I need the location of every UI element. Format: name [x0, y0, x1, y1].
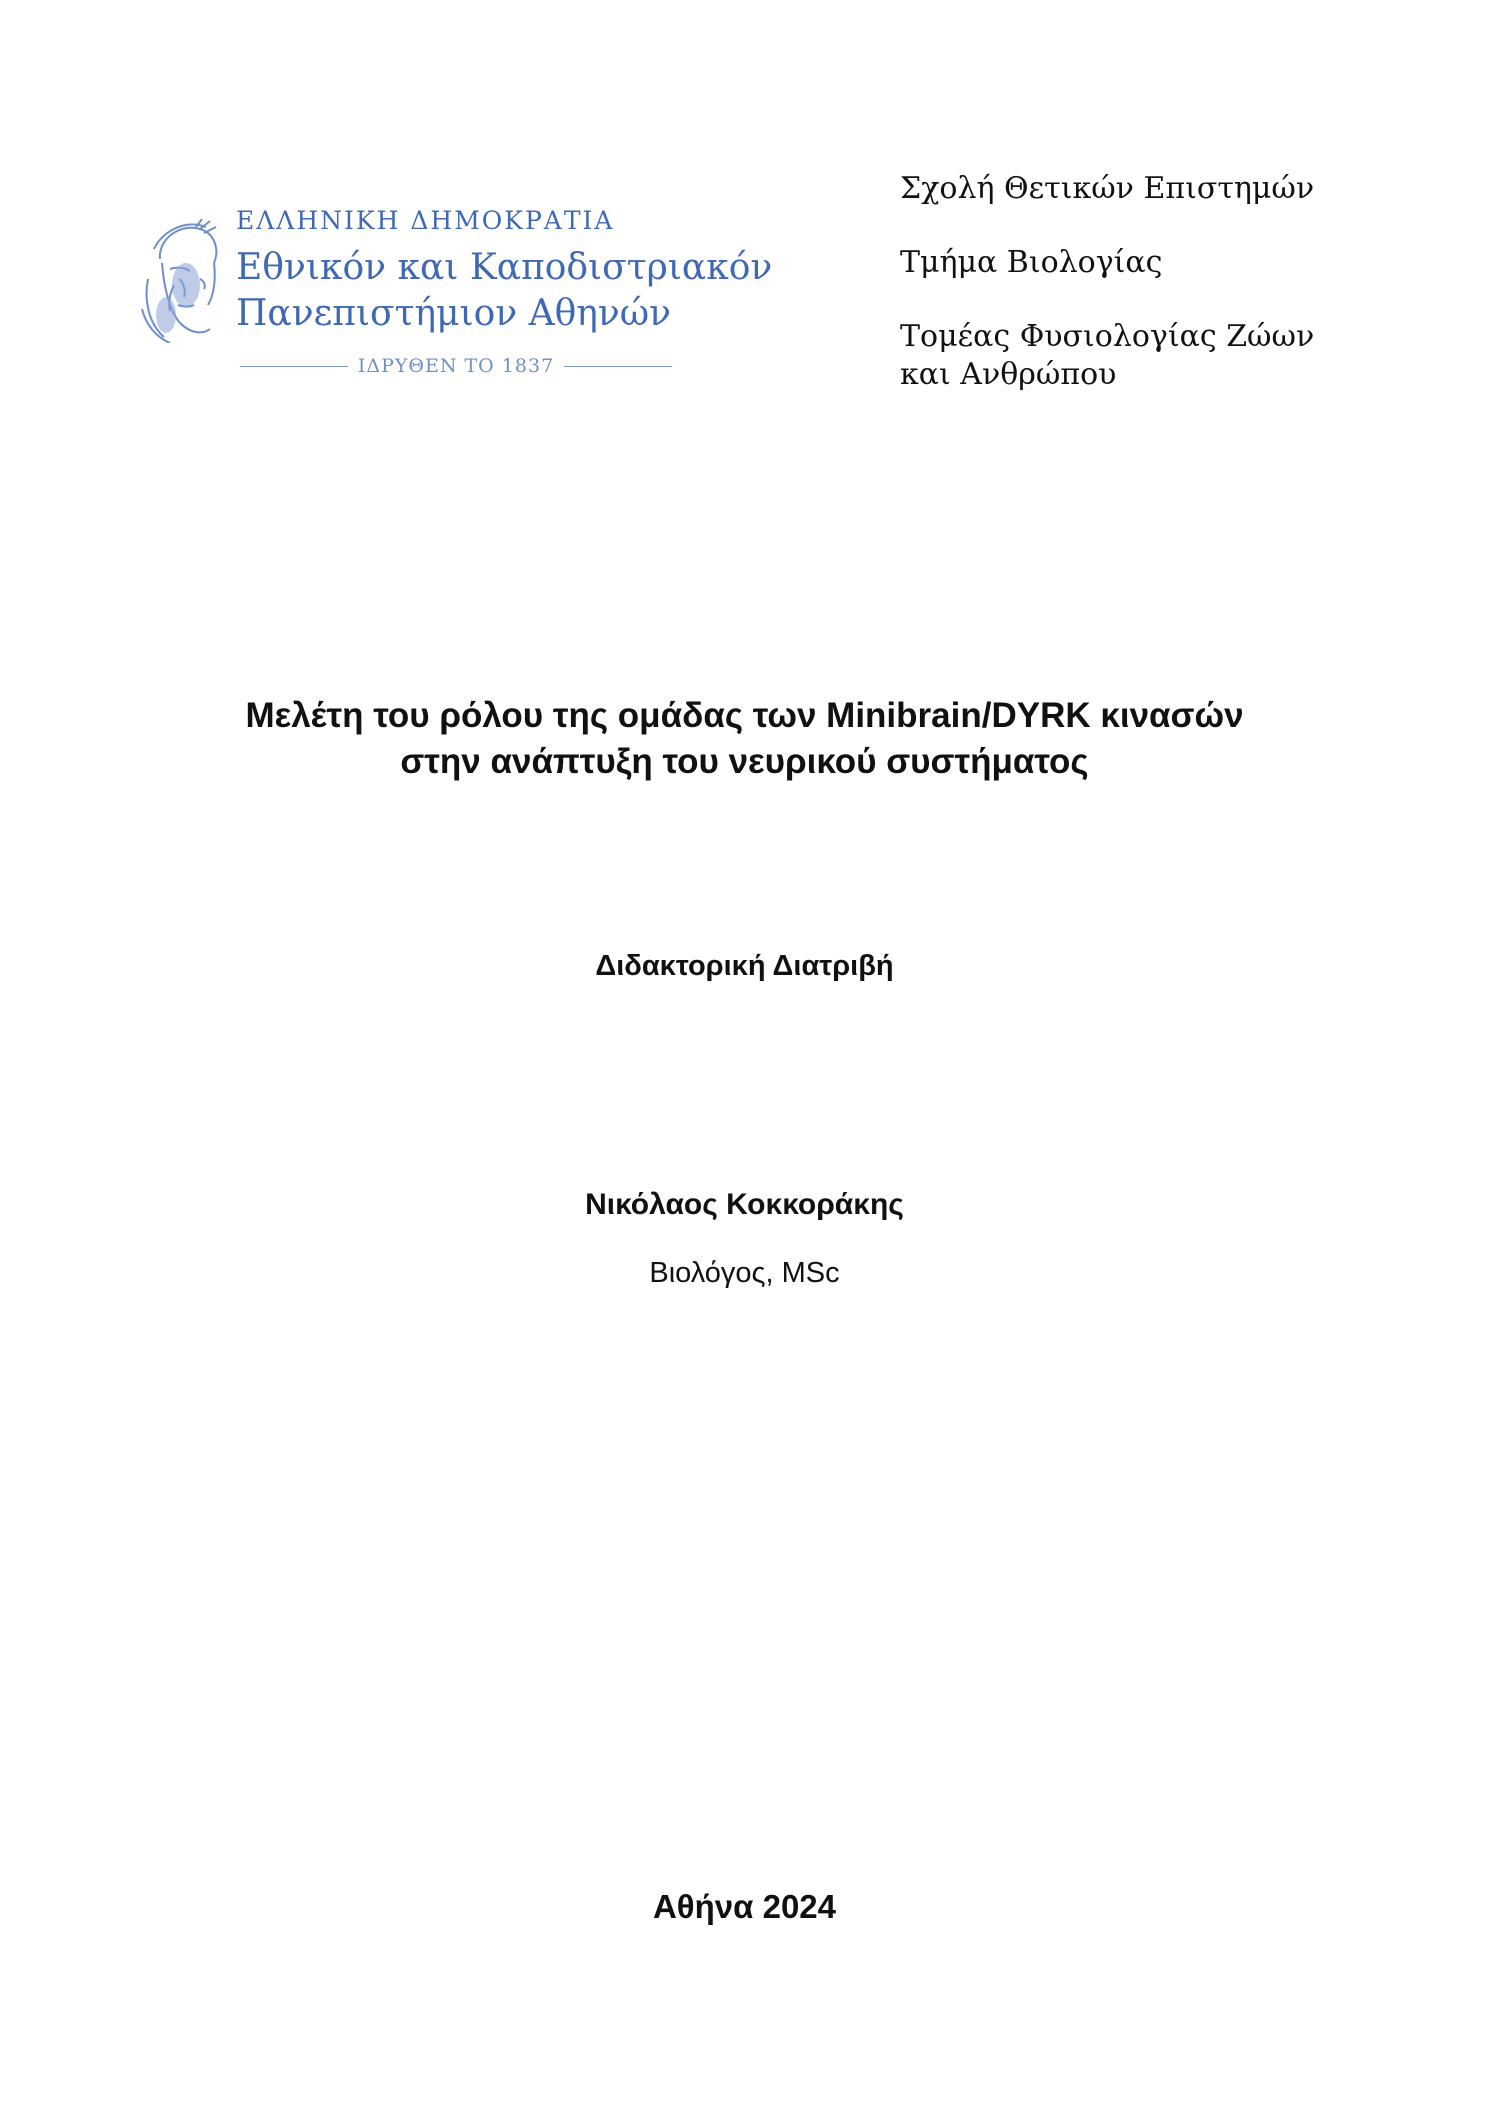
logo-rule-right [564, 366, 672, 367]
thesis-title-line1: Μελέτη του ρόλου της ομάδας των Minibrain/DYRK κινασών [245, 696, 1244, 735]
faculty-info [900, 170, 1360, 394]
faculty-section-line1: Τομέας Φυσιολογίας Ζώων [900, 319, 1315, 354]
logo-founded-label: ΙΔΡΥΘΕΝ ΤΟ 1837 [357, 355, 555, 377]
faculty-section-line2: και Ανθρώπου [900, 357, 1117, 392]
thesis-title-line2: στην ανάπτυξη του νευρικού συστήματος [400, 742, 1089, 781]
faculty-school: Σχολή Θετικών Επιστημών [900, 171, 1315, 206]
place-and-year: Αθήνα 2024 [652, 1888, 837, 1925]
university-logo [140, 205, 780, 385]
athena-head-seal-icon [140, 219, 222, 343]
logo-founded-banner [240, 355, 672, 377]
logo-university-name-line1: Εθνικόν και Καποδιστριακόν [236, 247, 773, 288]
author-name: Νικόλαος Κοκκοράκης [585, 1188, 904, 1221]
author-credential: Βιολόγος, MSc [649, 1257, 840, 1289]
logo-text-block [236, 205, 772, 337]
thesis-title [0, 693, 1489, 785]
logo-university-name-line2: Πανεπιστήμιον Αθηνών [236, 293, 671, 334]
faculty-department: Τμήμα Βιολογίας [900, 245, 1163, 280]
logo-republic-label: ΕΛΛΗΝΙΚΗ ΔΗΜΟΚΡΑΤΙΑ [236, 206, 615, 235]
document-type: Διδακτορική Διατριβή [595, 950, 894, 982]
logo-rule-left [240, 366, 348, 367]
